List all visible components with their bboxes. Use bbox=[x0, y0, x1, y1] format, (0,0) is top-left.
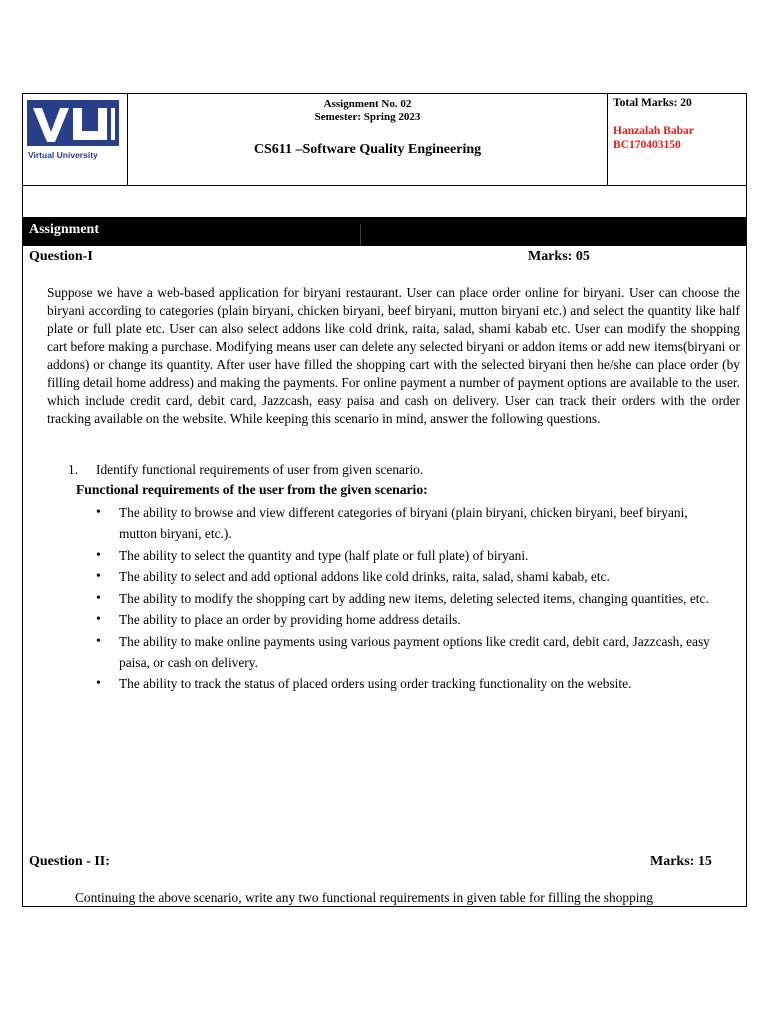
question-1-title: Question-I bbox=[29, 249, 93, 264]
question-2-text: Continuing the above scenario, write any two functional requirements in given table for filling the shopping bbox=[75, 890, 653, 905]
list-item: • The ability to place an order by providing home address details. bbox=[93, 609, 713, 630]
student-id: BC170403150 bbox=[613, 139, 681, 151]
item-number: 1. bbox=[68, 462, 79, 477]
scenario-paragraph: Suppose we have a web-based application for biryani restaurant. User can place order online for biryani. User can choose the biryani according to categories (plain biryani, chicken biryani, beef biryani, mutton biryani etc.) and select the quantity like half plate or full plate etc. User can also select addons like cold drink, raita, salad, shami kabab etc. User can modify the shopping cart before making a purchase. Modifying means user can delete any selected biryani or addon items or add new items(biryani or addons) or change its quantity. After user have filled the shopping cart with the selected biryani then he/she can place order (by filling detail home address) and making the payments. For online payment a number of payment options are available to the user. which include credit card, debit card, Jazzcash, easy paisa and cash on delivery. User can track their orders with the order tracking available on the website. While keeping this scenario in mind, answer the following questions. bbox=[47, 285, 740, 426]
assignment-number: Assignment No. 02 bbox=[323, 98, 412, 110]
header-table bbox=[23, 94, 746, 186]
answer-heading: Functional requirements of the user from the given scenario: bbox=[76, 482, 428, 497]
list-item: • The ability to select and add optional addons like cold drinks, raita, salad, shami kabab, etc. bbox=[93, 566, 713, 587]
list-item: • The ability to make online payments using various payment options like credit card, debit card, Jazzcash, easy paisa, or cash on delivery. bbox=[93, 631, 713, 673]
list-item: • The ability to modify the shopping cart by adding new items, deleting selected items, changing quantities, etc. bbox=[93, 588, 713, 609]
student-name: Hanzalah Babar bbox=[613, 125, 694, 137]
logo-cell bbox=[23, 94, 128, 185]
section-bar bbox=[23, 218, 746, 246]
marks-cell bbox=[608, 94, 746, 185]
question-1-marks: Marks: 05 bbox=[528, 249, 590, 264]
numbered-item bbox=[68, 462, 423, 478]
section-label: Assignment bbox=[29, 222, 100, 237]
blank-row bbox=[23, 186, 746, 218]
question-2-marks: Marks: 15 bbox=[650, 854, 712, 869]
assignment-page-frame bbox=[22, 93, 747, 907]
semester: Semester: Spring 2023 bbox=[314, 111, 421, 123]
requirements-list bbox=[93, 502, 713, 695]
question-2-title: Question - II: bbox=[29, 854, 110, 869]
list-item: • The ability to track the status of placed orders using order tracking functionality on the website. bbox=[93, 673, 713, 694]
item-text: Identify functional requirements of user from given scenario. bbox=[96, 462, 424, 477]
total-marks: Total Marks: 20 bbox=[613, 97, 692, 109]
bar-divider bbox=[360, 224, 361, 246]
course-cell bbox=[128, 94, 608, 185]
list-item: • The ability to select the quantity and type (half plate or full plate) of biryani. bbox=[93, 545, 713, 566]
course-title: CS611 –Software Quality Engineering bbox=[253, 142, 482, 157]
logo-caption: Virtual University bbox=[28, 150, 98, 160]
list-item: • The ability to browse and view different categories of biryani (plain biryani, chicken biryani, beef biryani, mutton biryani, etc.). bbox=[93, 502, 713, 544]
